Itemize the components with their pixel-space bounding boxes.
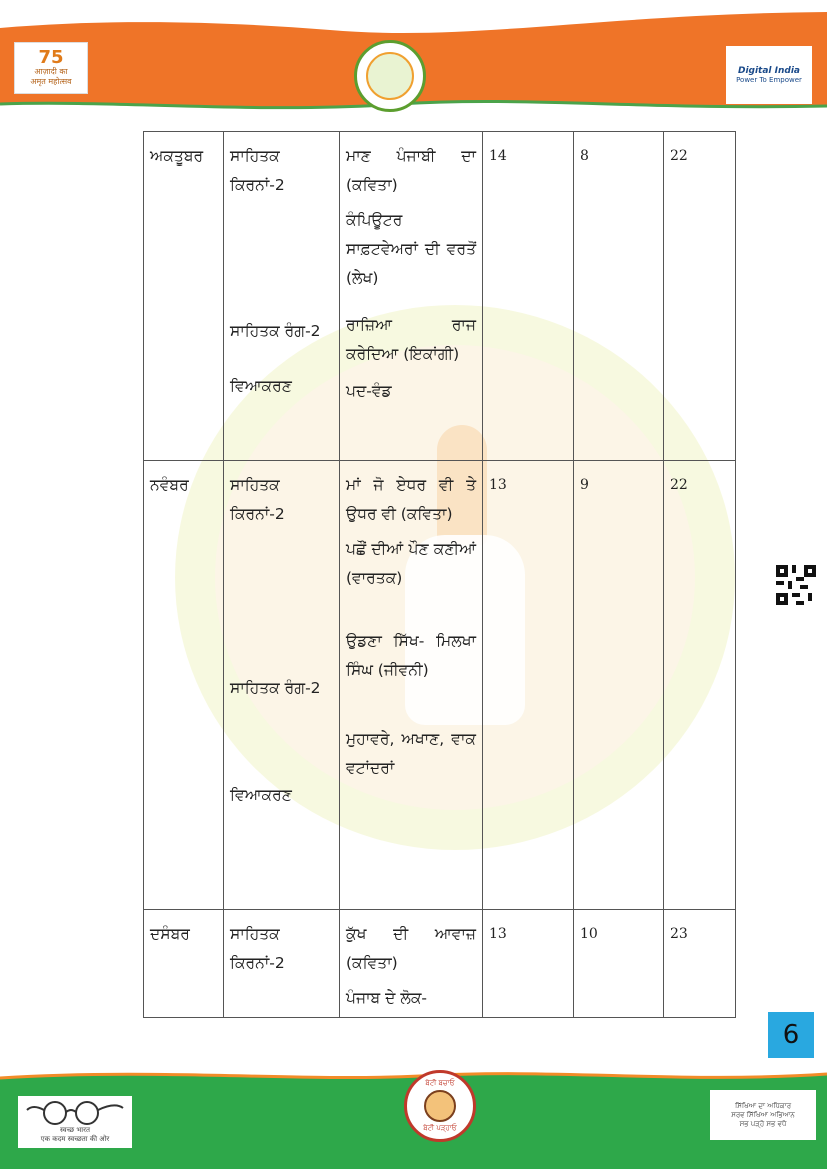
digital-india-logo: Digital India Power To Empower [726, 46, 812, 104]
value-cell: 13 [483, 910, 574, 1018]
value-cell: 8 [574, 132, 664, 461]
book-cell: ਸਾਹਿਤਕ ਕਿਰਨਾਂ-2 ਸਾਹਿਤਕ ਰੰਗ-2 ਵਿਆਕਰਣ [224, 461, 340, 910]
table-row [144, 132, 736, 461]
azadi-amrit-mahotsav-logo: 75 आज़ादी का अमृत महोत्सव [14, 42, 88, 94]
value-cell: 14 [483, 132, 574, 461]
lesson-cell: ਮਾਂ ਜੋ ਏਧਰ ਵੀ ਤੇ ਉਧਰ ਵੀ (ਕਵਿਤਾ) ਪਛੌਂ ਦੀਆਂ ਪੌਣ ਕਣੀਆਂ (ਵਾਰਤਕ) ਉਡਣਾ ਸਿੱਖ- ਮਿਲਖਾ ਸਿੰਘ (ਜੀਵਨੀ) ਮੁਹਾਵਰੇ, ਅਖਾਣ, ਵਾਕ ਵਟਾਂਦਰਾਂ [340, 461, 483, 910]
month-cell: ਅਕਤੂਬਰ [144, 132, 224, 461]
value-cell: 9 [574, 461, 664, 910]
value-cell: 13 [483, 461, 574, 910]
syllabus-table [143, 131, 736, 1018]
sarva-shiksha-abhiyan-logo: ਸਿੱਖਿਆ ਦਾ ਅਧਿਕਾਰ ਸਰਵ ਸਿੱਖਿਆ ਅਭਿਆਨ ਸਭ ਪੜ੍ਹੋ ਸਭ ਵਧੋ [710, 1090, 816, 1140]
table-row [144, 461, 736, 910]
page-number-badge: 6 [768, 1012, 814, 1058]
value-cell: 10 [574, 910, 664, 1018]
value-cell: 23 [664, 910, 736, 1018]
beti-bachao-logo: ਬੇਟੀ ਬਚਾਓ ਬੇਟੀ ਪੜ੍ਹਾਓ [404, 1070, 476, 1142]
lesson-cell: ਕੁੱਖ ਦੀ ਆਵਾਜ਼ (ਕਵਿਤਾ) ਪੰਜਾਬ ਦੇ ਲੋਕ- [340, 910, 483, 1018]
qr-code-icon[interactable] [776, 565, 816, 605]
glasses-icon [25, 1100, 125, 1126]
value-cell: 22 [664, 132, 736, 461]
book-cell: ਸਾਹਿਤਕ ਕਿਰਨਾਂ-2 [224, 910, 340, 1018]
lesson-cell: ਮਾਣ ਪੰਜਾਬੀ ਦਾ (ਕਵਿਤਾ) ਕੰਪਿਊਟਰ ਸਾਫ਼ਟਵੇਅਰਾਂ ਦੀ ਵਰਤੋਂ (ਲੇਖ) ਰਾਜ਼ਿਆ ਰਾਜ ਕਰੇਦਿਆ (ਇਕਾਂਗੀ) ਪਦ-ਵੰਡ [340, 132, 483, 461]
table-row [144, 910, 736, 1018]
month-cell: ਨਵੰਬਰ [144, 461, 224, 910]
swachh-bharat-logo: स्वच्छ भारत एक कदम स्वच्छता की ओर [18, 1096, 132, 1148]
month-cell: ਦਸੰਬਰ [144, 910, 224, 1018]
value-cell: 22 [664, 461, 736, 910]
book-cell: ਸਾਹਿਤਕ ਕਿਰਨਾਂ-2 ਸਾਹਿਤਕ ਰੰਗ-2 ਵਿਆਕਰਣ [224, 132, 340, 461]
board-seal-logo [354, 40, 426, 112]
